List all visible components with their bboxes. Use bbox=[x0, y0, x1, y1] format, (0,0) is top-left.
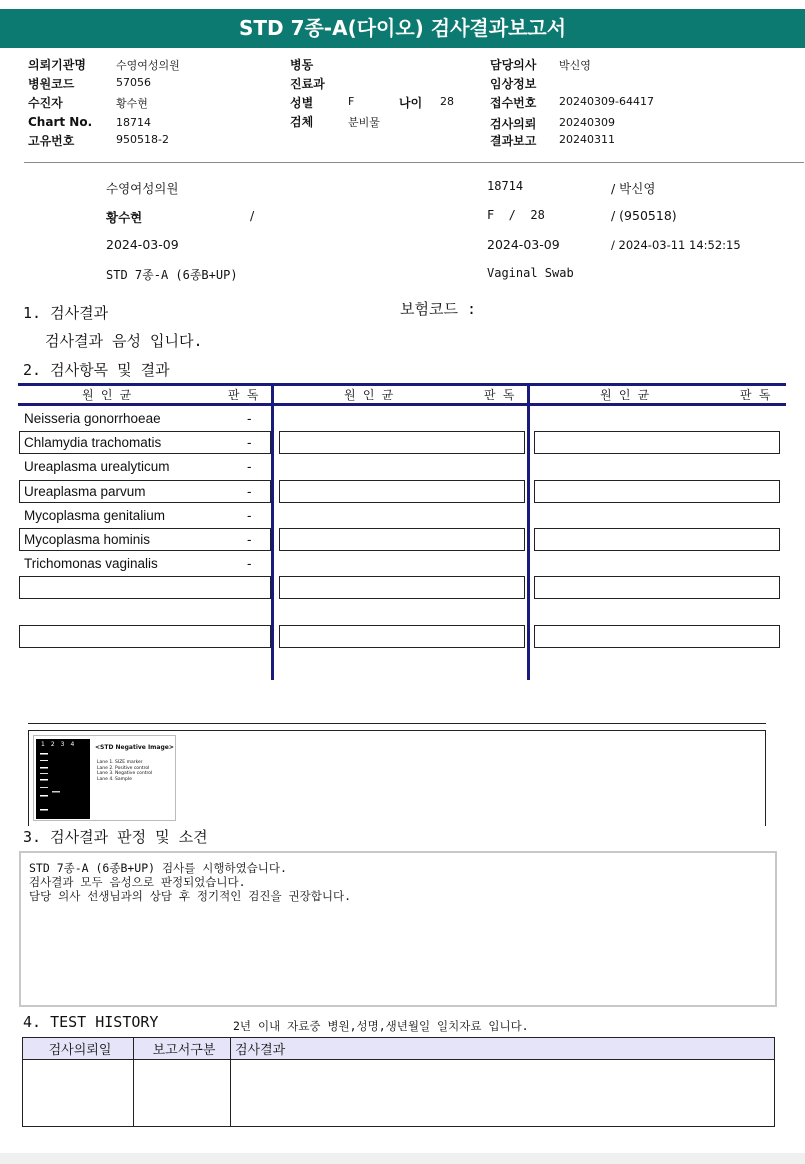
gel-legend-item: Lane 2. Positive control bbox=[97, 765, 150, 771]
section2-heading: 2. 검사항목 및 결과 bbox=[23, 361, 170, 379]
result-row-box bbox=[279, 431, 525, 454]
hospital-code-label: 병원코드 bbox=[28, 77, 75, 91]
result-row-box bbox=[279, 576, 525, 599]
request-date: 2024-03-09 bbox=[487, 237, 560, 252]
opinion-box bbox=[19, 851, 777, 1007]
receipt-no-label: 접수번호 bbox=[490, 96, 537, 110]
footer-band bbox=[0, 1153, 805, 1164]
result-row-box bbox=[279, 480, 525, 503]
unique-no-label: 고유번호 bbox=[28, 134, 75, 148]
age-value: 28 bbox=[440, 95, 454, 108]
clinical-info-label: 임상정보 bbox=[490, 77, 537, 91]
organism-name: Ureaplasma urealyticum bbox=[24, 459, 170, 474]
specimen-value: 분비물 bbox=[348, 116, 380, 129]
request-date-value: 20240309 bbox=[559, 116, 615, 129]
result-row-box bbox=[19, 576, 271, 599]
patient-doctor: / 박신영 bbox=[611, 181, 656, 196]
image-divider bbox=[28, 723, 766, 724]
doctor-value: 박신영 bbox=[559, 59, 591, 72]
specimen-label: 검체 bbox=[290, 115, 314, 129]
section1-heading: 1. 검사결과 bbox=[23, 304, 109, 322]
history-note: 2년 이내 자료중 병원,성명,생년월일 일치자료 입니다. bbox=[233, 1019, 529, 1033]
gel-legend bbox=[97, 760, 152, 782]
gel-lane-label: 2 bbox=[50, 741, 55, 748]
result-row-box bbox=[534, 625, 780, 648]
department-label: 진료과 bbox=[290, 77, 325, 91]
header-info bbox=[28, 56, 778, 156]
col-header-pathogen-1: 원 인 균 bbox=[82, 388, 132, 402]
patient-name: 황수현 bbox=[106, 210, 143, 225]
organism-result: - bbox=[247, 508, 252, 523]
report-date-value: 20240311 bbox=[559, 133, 615, 146]
test-name: STD 7종-A (6종B+UP) bbox=[106, 268, 238, 282]
gel-lane-label: 4 bbox=[70, 741, 75, 748]
specimen: Vaginal Swab bbox=[487, 266, 574, 280]
report-date-label: 결과보고 bbox=[490, 134, 537, 148]
gel-lane-label: 1 bbox=[41, 741, 45, 748]
organism-result: - bbox=[247, 435, 252, 450]
col-header-judgment-3: 판 독 bbox=[740, 388, 771, 402]
organism-result: - bbox=[247, 411, 252, 426]
patient-birth: / (950518) bbox=[611, 208, 677, 223]
chart-no-value: 18714 bbox=[116, 116, 151, 129]
chart-no-label: Chart No. bbox=[28, 115, 93, 129]
column-divider-1 bbox=[271, 383, 274, 680]
history-col-report-type: 보고서구분 bbox=[134, 1038, 231, 1060]
table-top-border bbox=[18, 383, 786, 386]
organism-name: Ureaplasma parvum bbox=[24, 484, 146, 499]
col-header-judgment-2: 판 독 bbox=[484, 388, 515, 402]
patient-hospital: 수영여성의원 bbox=[106, 181, 179, 196]
history-cell bbox=[134, 1060, 231, 1127]
organism-name: Mycoplasma hominis bbox=[24, 532, 151, 547]
column-divider-2 bbox=[527, 383, 530, 680]
gel-legend-item: Lane 1. SIZE marker bbox=[97, 760, 143, 765]
receive-date: 2024-03-09 bbox=[106, 237, 179, 252]
report-datetime: / 2024-03-11 14:52:15 bbox=[611, 238, 741, 252]
history-header-row bbox=[23, 1038, 775, 1060]
patient-chart-no: 18714 bbox=[487, 179, 524, 193]
result-row-box bbox=[534, 431, 780, 454]
unique-no-value: 950518-2 bbox=[116, 133, 169, 146]
organism-name: Chlamydia trachomatis bbox=[24, 435, 162, 450]
hospital-code-value: 57056 bbox=[116, 76, 151, 89]
age-label: 나이 bbox=[399, 96, 423, 110]
col-header-pathogen-2: 원 인 균 bbox=[344, 388, 394, 402]
gel-bands bbox=[36, 739, 90, 819]
patient-sex-age: F / 28 bbox=[487, 208, 545, 222]
history-cell bbox=[231, 1060, 775, 1127]
table-header-bottom-border bbox=[18, 403, 786, 406]
history-cell bbox=[23, 1060, 134, 1127]
sex-label: 성별 bbox=[290, 96, 314, 110]
opinion-line: 담당 의사 선생님과의 상담 후 정기적인 검진을 권장합니다. bbox=[29, 889, 352, 903]
section3-heading: 3. 검사결과 판정 및 소견 bbox=[23, 828, 208, 846]
opinion-line: STD 7종-A (6종B+UP) 검사를 시행하였습니다. bbox=[29, 861, 287, 875]
request-date-label: 검사의뢰 bbox=[490, 117, 537, 131]
organism-result: - bbox=[247, 556, 252, 571]
col-header-judgment-1: 판 독 bbox=[228, 388, 259, 402]
gel-image bbox=[36, 739, 90, 819]
hospital-name-value: 수영여성의원 bbox=[116, 59, 180, 72]
result-row-box bbox=[279, 528, 525, 551]
report-title: STD 7종-A(다이오) 검사결과보고서 bbox=[0, 9, 805, 48]
insurance-code: 보험코드 : bbox=[400, 300, 477, 318]
organism-name: Mycoplasma genitalium bbox=[24, 508, 166, 523]
organism-result: - bbox=[247, 459, 252, 474]
gel-caption-title: <STD Negative Image> bbox=[95, 744, 174, 751]
patient-value: 황수현 bbox=[116, 97, 148, 110]
history-col-result: 검사결과 bbox=[231, 1038, 775, 1060]
patient-name-slash: / bbox=[250, 208, 255, 223]
organism-result: - bbox=[247, 484, 252, 499]
opinion-line: 검사결과 모두 음성으로 판정되었습니다. bbox=[29, 875, 246, 889]
organism-result: - bbox=[247, 532, 252, 547]
gel-legend-item: Lane 4. Sample bbox=[97, 776, 132, 782]
patient-label: 수진자 bbox=[28, 96, 63, 110]
result-row-box bbox=[534, 528, 780, 551]
history-col-request-date: 검사의뢰일 bbox=[23, 1038, 134, 1060]
header-divider bbox=[24, 162, 804, 163]
doctor-label: 담당의사 bbox=[490, 58, 537, 72]
organism-name: Neisseria gonorrhoeae bbox=[24, 411, 161, 426]
result-row-box bbox=[534, 480, 780, 503]
receipt-no-value: 20240309-64417 bbox=[559, 95, 654, 108]
gel-image-panel bbox=[33, 735, 176, 821]
col-header-pathogen-3: 원 인 균 bbox=[600, 388, 650, 402]
section4-heading: 4. TEST HISTORY bbox=[23, 1013, 159, 1031]
sex-value: F bbox=[348, 95, 355, 108]
organism-name: Trichomonas vaginalis bbox=[24, 556, 158, 571]
result-row-box bbox=[279, 625, 525, 648]
result-row-box bbox=[19, 625, 271, 648]
gel-lane-label: 3 bbox=[60, 741, 65, 748]
hospital-name-label: 의뢰기관명 bbox=[28, 58, 86, 72]
history-empty-row bbox=[23, 1060, 775, 1127]
result-summary: 검사결과 음성 입니다. bbox=[45, 332, 203, 350]
result-row-box bbox=[534, 576, 780, 599]
ward-label: 병동 bbox=[290, 58, 314, 72]
history-table bbox=[22, 1037, 775, 1127]
gel-legend-item: Lane 3. Negative control bbox=[97, 771, 153, 776]
